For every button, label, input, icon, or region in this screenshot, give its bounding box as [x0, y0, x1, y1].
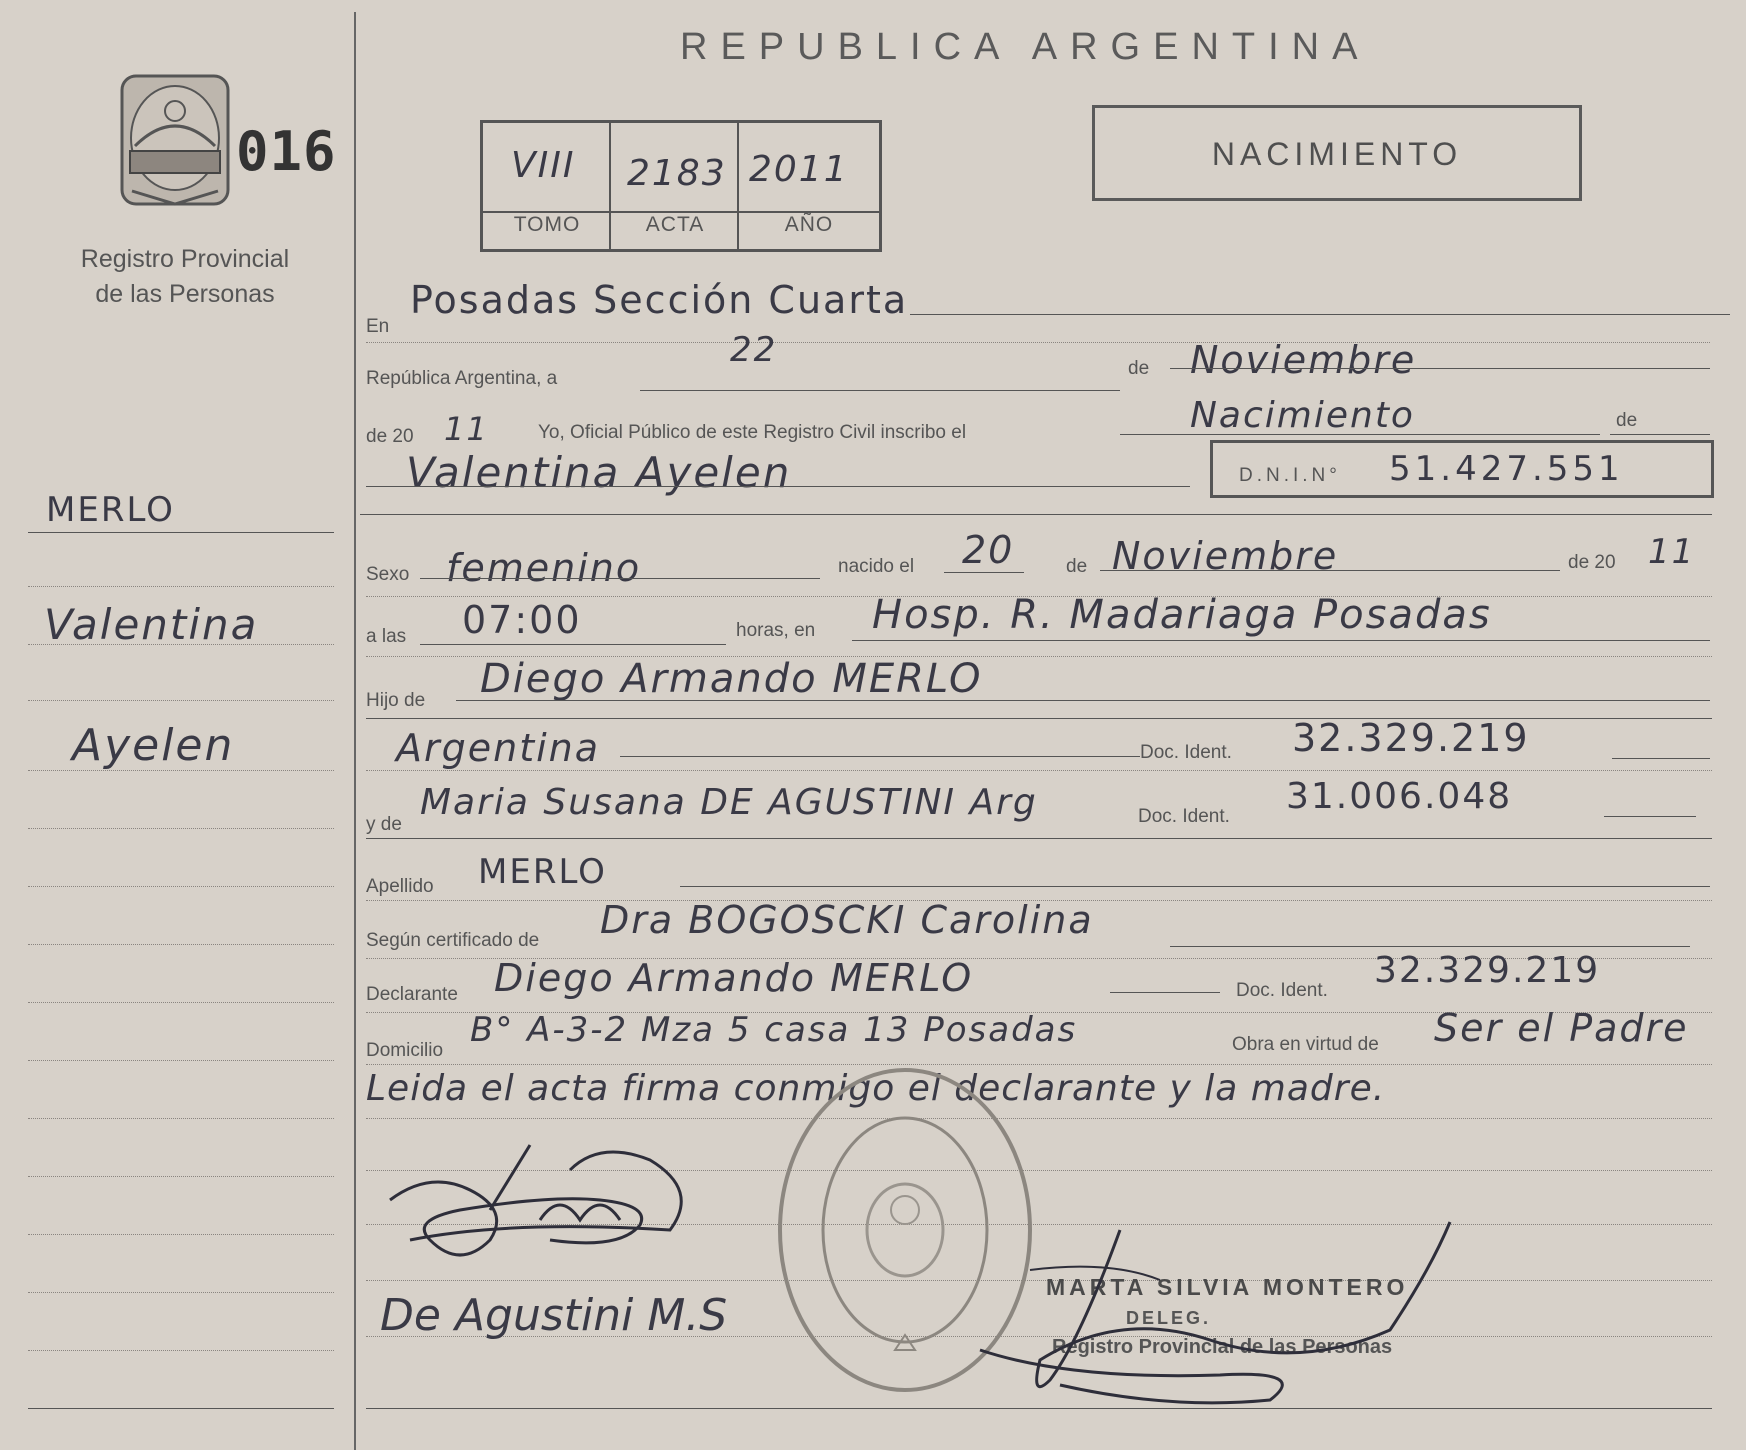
birth-place-underline: [852, 640, 1710, 641]
official-signature-icon: [970, 1210, 1470, 1410]
acta-value: 2183: [627, 153, 727, 194]
yde-label: y de: [366, 814, 402, 835]
section-rule: [366, 838, 1712, 839]
apellido-label: Apellido: [366, 876, 434, 897]
apellido-underline: [680, 886, 1710, 887]
record-table: [480, 120, 882, 252]
dni-value: 51.427.551: [1389, 449, 1624, 489]
child-name: Valentina Ayelen: [406, 448, 792, 497]
dni-label: D.N.I.N°: [1239, 465, 1341, 486]
segun-label: Según certificado de: [366, 930, 540, 951]
time-value: 07:00: [462, 598, 582, 642]
father-nationality: Argentina: [396, 726, 601, 770]
margin-rule: [28, 1060, 334, 1061]
margin-rule: [28, 700, 334, 701]
en-label: En: [366, 316, 390, 337]
margin-rule: [28, 944, 334, 945]
margin-middle-name: Ayelen: [72, 720, 235, 771]
official-stamp-name: MARTA SILVIA MONTERO: [1046, 1274, 1409, 1300]
rule: [366, 342, 1710, 343]
apellido-value: MERLO: [478, 852, 607, 892]
margin-rule: [28, 886, 334, 887]
child-name-underline: [366, 486, 1190, 487]
birth-year-suffix: 11: [1648, 532, 1696, 572]
birth-month-underline: [1100, 570, 1560, 571]
month-underline: [1170, 368, 1710, 369]
day-underline: [640, 390, 1120, 391]
anio-cell: [739, 123, 879, 211]
sexo-label: Sexo: [366, 564, 410, 585]
margin-rule: [28, 770, 334, 771]
declarante-label: Declarante: [366, 984, 458, 1005]
place-value: Posadas Sección Cuarta: [410, 278, 909, 322]
de-label: de: [1128, 358, 1150, 379]
hijo-label: Hijo de: [366, 690, 426, 711]
domicilio-value: B° A-3-2 Mza 5 casa 13 Posadas: [470, 1010, 1078, 1050]
closing-text: Leida el acta firma conmigo el declarante y la madre.: [366, 1068, 1386, 1109]
obra-value: Ser el Padre: [1434, 1006, 1689, 1050]
registry-name-line1: Registro Provincial: [80, 245, 290, 273]
de-label3: de: [1066, 556, 1088, 577]
declarante-name: Diego Armando MERLO: [494, 956, 974, 1000]
section-rule: [360, 514, 1712, 515]
tomo-cell: [483, 123, 611, 211]
margin-rule: [28, 1350, 334, 1351]
mother-doc-underline: [1604, 816, 1696, 817]
domicilio-label: Domicilio: [366, 1040, 444, 1061]
document-number: 016: [236, 120, 337, 183]
mother-signature: De Agustini M.S: [380, 1290, 728, 1341]
birth-day-underline: [944, 572, 1024, 573]
header-rule: [910, 314, 1730, 315]
certificate-type: NACIMIENTO: [1211, 136, 1463, 172]
left-column-divider: [354, 12, 356, 1450]
sexo-value: femenino: [446, 546, 642, 590]
official-stamp-org: Registro Provincial de las Personas: [1052, 1336, 1393, 1358]
official-stamp-role: DELEG.: [1126, 1308, 1212, 1328]
oficial-label: Yo, Oficial Público de este Registro Civil inscribo el: [538, 422, 967, 443]
margin-rule: [28, 586, 334, 587]
father-name: Diego Armando MERLO: [480, 656, 983, 702]
margin-rule: [28, 1292, 334, 1293]
registry-name-line2: de las Personas: [95, 280, 275, 308]
anio-value: 2011: [749, 149, 849, 190]
birth-month: Noviembre: [1112, 534, 1339, 578]
country-title: REPUBLICA ARGENTINA: [680, 26, 1371, 68]
margin-rule: [28, 1176, 334, 1177]
declarante-name-underline: [1110, 992, 1220, 993]
father-doc: 32.329.219: [1292, 716, 1530, 760]
republica-label: República Argentina, a: [366, 368, 558, 389]
de-label2: de: [1616, 410, 1638, 431]
margin-surname-line: [28, 532, 334, 533]
act-type-underline: [1120, 434, 1600, 435]
de20-label: de 20: [366, 426, 414, 447]
doc-label2: Doc. Ident.: [1138, 806, 1230, 827]
certificate-by-underline: [1170, 946, 1690, 947]
anio-label: AÑO: [784, 213, 834, 236]
margin-rule: [28, 1002, 334, 1003]
father-nationality-underline: [620, 756, 1140, 757]
certificate-type-box: [1092, 105, 1582, 201]
margin-rule: [28, 828, 334, 829]
nacido-label: nacido el: [838, 556, 915, 577]
de20-label2: de 20: [1568, 552, 1616, 573]
dni-box: [1210, 440, 1714, 498]
margin-first-name: Valentina: [44, 600, 259, 649]
obra-label: Obra en virtud de: [1232, 1034, 1379, 1055]
sexo-underline: [420, 578, 820, 579]
birth-place: Hosp. R. Madariaga Posadas: [872, 592, 1492, 638]
month-value: Noviembre: [1190, 338, 1417, 382]
father-name-underline: [456, 700, 1710, 701]
margin-bottom-line: [28, 1408, 334, 1409]
act-type: Nacimiento: [1190, 395, 1415, 436]
day-value: 22: [730, 330, 778, 370]
tomo-label: TOMO: [513, 213, 581, 236]
father-signature-icon: [370, 1130, 720, 1280]
declarante-doc: 32.329.219: [1374, 950, 1601, 991]
doc-label3: Doc. Ident.: [1236, 980, 1328, 1001]
certificate-by: Dra BOGOSCKI Carolina: [600, 898, 1094, 942]
margin-rule: [28, 1234, 334, 1235]
birth-day: 20: [962, 528, 1015, 572]
father-doc-underline: [1612, 758, 1710, 759]
margin-rule: [28, 644, 334, 645]
de-underline: [1610, 434, 1710, 435]
year-suffix: 11: [444, 410, 489, 448]
rule: [366, 770, 1712, 771]
doc-label: Doc. Ident.: [1140, 742, 1232, 763]
mother-name: Maria Susana DE AGUSTINI Arg: [420, 782, 1038, 823]
mother-doc: 31.006.048: [1286, 776, 1513, 817]
tomo-value: VIII: [511, 145, 576, 186]
margin-rule: [28, 1118, 334, 1119]
alas-label: a las: [366, 626, 407, 647]
acta-cell: [611, 123, 739, 211]
time-underline: [420, 644, 726, 645]
acta-label: ACTA: [645, 213, 705, 236]
margin-surname: MERLO: [46, 490, 175, 530]
horas-label: horas, en: [736, 620, 816, 641]
provincial-seal-icon: [110, 66, 240, 216]
